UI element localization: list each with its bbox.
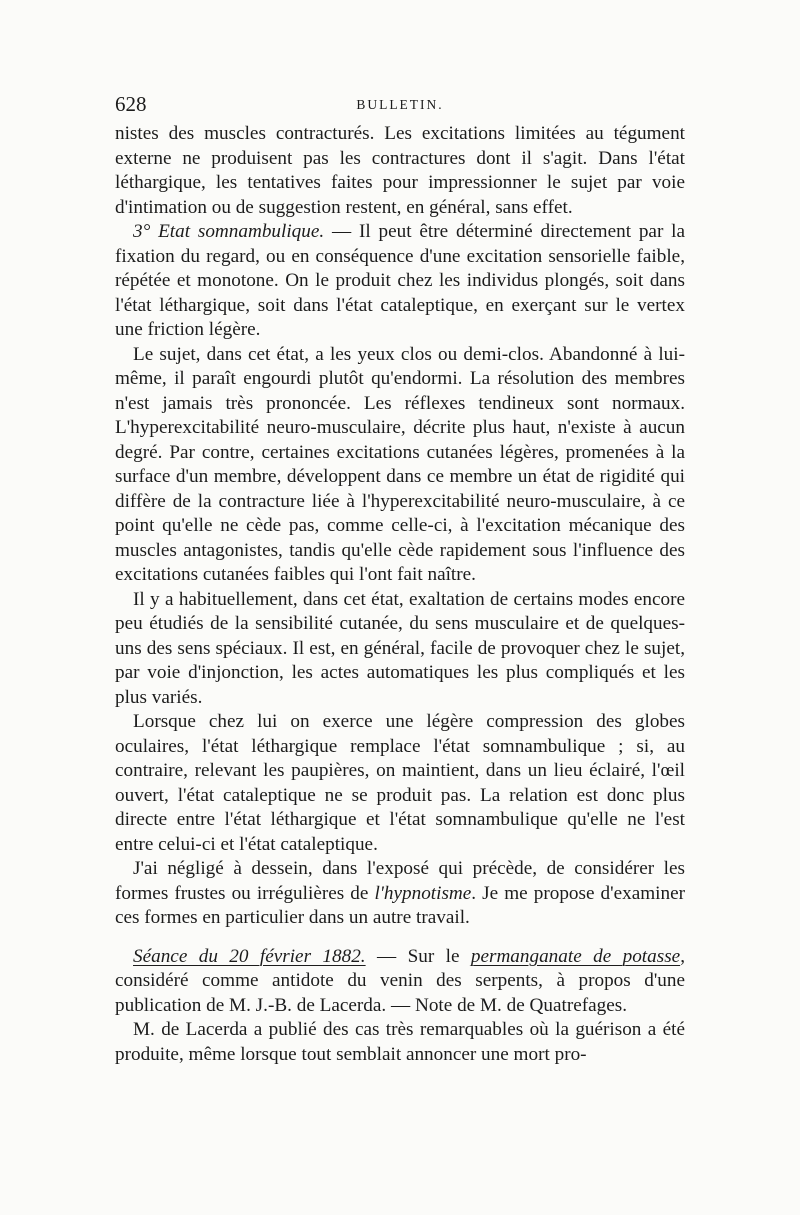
paragraph-text: Le sujet, dans cet état, a les yeux clos ou demi-clos. Abandonné à lui-même, il paraît engourdi plutôt qu'endormi. La résolution des membres n'est jamais très prononcée. Les réflexes tendineux sont normaux. L'hyperexcitabilité neuro-musculaire, décrite plus haut, n'existe à aucun degré. Par contre, certaines excitations cutanées légères, promenées à la surface d'un membre, développent dans ce membre un état de rigidité qui diffère de la contracture liée à l'hyperexcitabilité neuro-musculaire, à ce point qu'elle ne cède pas, comme celle-ci, à l'excitation mécanique des muscles antagonistes, tandis qu'elle cède rapidement sous l'influence des excitations cutanées faibles qui l'ont fait naître. [115,343,685,585]
paragraph-text: M. de Lacerda a publié des cas très remarquables où la guérison a été produite, même lorsque tout semblait annoncer une mort pro- [115,1019,685,1065]
section-lead: 3° Etat somnambulique. [133,221,325,242]
paragraph-text: J'ai négligé à dessein, dans l'exposé qui précède, de considérer les formes frustes ou irrégulières de [115,858,685,904]
running-head: BULLETIN. [356,97,444,112]
paragraph-sensibility [115,588,685,711]
seance-date: Séance du 20 février 1882. [133,945,366,967]
paragraph-text: Il y a habituellement, dans cet état, exaltation de certains modes encore peu étudiés de la sensibilité cutanée, du sens musculaire et de quelques-uns des sens spéciaux. Il est, en général, facile de provoquer chez le sujet, par voie d'injonction, les actes automatiques les plus compliqués et les plus variés. [115,588,685,708]
page-number: 628 [115,92,147,116]
italic-term: permanganate de potasse [470,945,681,967]
paragraph-text: . Je me propose d'examiner ces formes en particulier dans un autre travail. [115,882,685,928]
paragraph-text: — Sur le [365,945,471,967]
paragraph-seance [115,945,685,1019]
paragraph-text: — Il peut être déterminé directement par la fixation du regard, ou en conséquence d'une excitation sensorielle faible, répétée et monotone. On le produit chez les individus plongés, soit dans l'état léthargique, soit dans l'état cataleptique, en exerçant sur le vertex une friction légère. [115,221,685,340]
page-header [115,92,685,118]
paragraph-text: , considéré comme antidote du venin des serpents, à propos d'une publication de M. J.-B. de Lacerda. — Note de M. de Quatrefages. [115,945,685,1016]
book-page [115,92,685,1067]
italic-term: l'hypnotisme [374,882,472,904]
paragraph-text: nistes des muscles contracturés. Les excitations limitées au tégument externe ne produisent pas les contractures dont il s'agit. Dans l'état léthargique, les tentatives faites pour impressionner le sujet par voie d'intimation ou de suggestion restent, en général, sans effet. [115,123,685,218]
paragraph-lacerda [115,1018,685,1067]
paragraph-somnambulic-state [115,220,685,343]
paragraph-subject-state [115,343,685,588]
paragraph-text: Lorsque chez lui on exerce une légère compression des globes oculaires, l'état léthargique remplace l'état somnambulique ; si, au contraire, relevant les paupières, on maintient, dans un lieu éclairé, l'œil ouvert, l'état cataleptique ne se produit pas. La relation est donc plus directe entre l'état léthargique et l'état somnambulique qu'elle ne l'est entre celui-ci et l'état cataleptique. [115,711,685,855]
paragraph-continuation [115,122,685,220]
paragraph-compression [115,710,685,857]
paragraph-author-note [115,857,685,931]
